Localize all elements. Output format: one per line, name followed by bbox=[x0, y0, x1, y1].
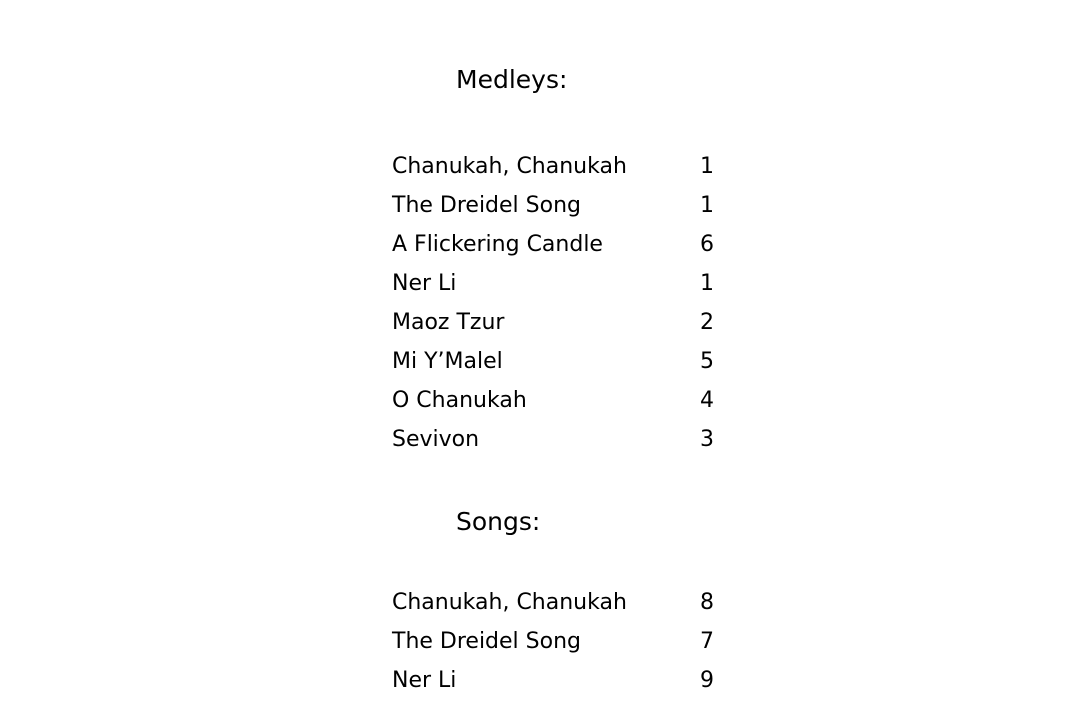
medleys-heading: Medleys: bbox=[456, 65, 568, 94]
song-title: Chanukah, Chanukah bbox=[392, 154, 627, 179]
page-number: 8 bbox=[700, 590, 714, 615]
page-number: 5 bbox=[700, 349, 714, 374]
page-number: 6 bbox=[700, 232, 714, 257]
list-item bbox=[392, 587, 732, 626]
list-item bbox=[392, 346, 732, 385]
song-title: Ner Li bbox=[392, 668, 457, 693]
page-number: 7 bbox=[700, 629, 714, 654]
list-item bbox=[392, 190, 732, 229]
page-number: 4 bbox=[700, 388, 714, 413]
list-item bbox=[392, 665, 732, 704]
page-number: 1 bbox=[700, 154, 714, 179]
songs-heading: Songs: bbox=[456, 507, 541, 536]
page-number: 1 bbox=[700, 271, 714, 296]
page-number: 3 bbox=[700, 427, 714, 452]
song-title: Sevivon bbox=[392, 427, 480, 452]
song-title: Ner Li bbox=[392, 271, 457, 296]
list-item bbox=[392, 424, 732, 463]
list-item bbox=[392, 229, 732, 268]
list-item bbox=[392, 626, 732, 665]
page-number: 1 bbox=[700, 193, 714, 218]
song-title: The Dreidel Song bbox=[392, 193, 581, 218]
medleys-list bbox=[392, 151, 732, 463]
song-title: O Chanukah bbox=[392, 388, 527, 413]
page-number: 9 bbox=[700, 668, 714, 693]
song-title: A Flickering Candle bbox=[392, 232, 603, 257]
song-title: The Dreidel Song bbox=[392, 629, 581, 654]
songs-list bbox=[392, 587, 732, 704]
list-item bbox=[392, 151, 732, 190]
page-number: 2 bbox=[700, 310, 714, 335]
list-item bbox=[392, 307, 732, 346]
list-item bbox=[392, 268, 732, 307]
song-title: Maoz Tzur bbox=[392, 310, 505, 335]
song-title: Chanukah, Chanukah bbox=[392, 590, 627, 615]
list-item bbox=[392, 385, 732, 424]
song-title: Mi Y’Malel bbox=[392, 349, 503, 374]
